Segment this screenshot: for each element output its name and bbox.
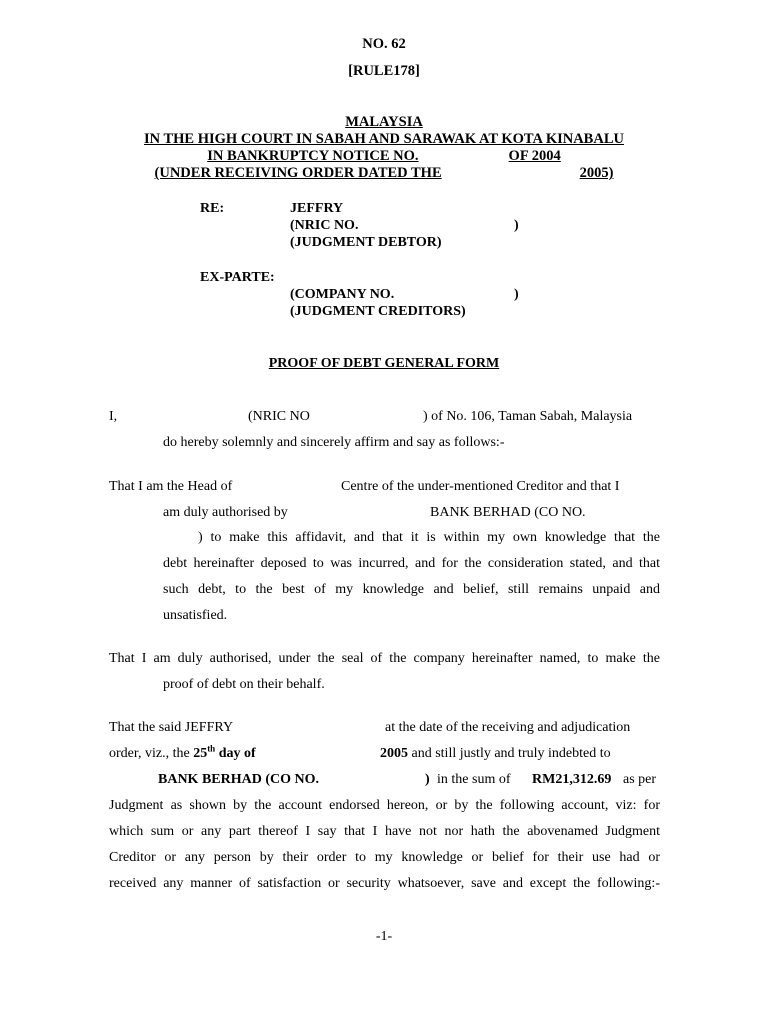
p4-order-viz: order, viz., the — [109, 746, 190, 761]
p2-line5: such debt, to the best of my knowledge and belief, still remains unpaid and — [163, 582, 660, 597]
p1-line2: do hereby solemnly and sincerely affirm and say as follows:- — [163, 435, 505, 450]
page-number: -1- — [375, 929, 393, 944]
p1-i: I, — [109, 409, 118, 424]
p4-line6: Creditor or any person by their order to my knowledge or belief for their use had or — [109, 850, 660, 865]
p4-day: 25th day of — [193, 743, 256, 761]
p3-line2: proof of debt on their behalf. — [163, 677, 325, 692]
p3-line1: That I am duly authorised, under the seal of the company hereinafter named, to make the — [109, 651, 660, 666]
order-year: 2005) — [579, 165, 614, 181]
creditor-role: (JUDGMENT CREDITORS) — [290, 304, 466, 319]
p4-amount: RM21,312.69 — [532, 772, 612, 787]
p1-nric: (NRIC NO — [248, 409, 310, 424]
p4-as-per: as per — [623, 772, 657, 787]
order-label: (UNDER RECEIVING ORDER DATED THE — [154, 165, 442, 181]
creditor-company-no: (COMPANY NO. — [290, 287, 395, 302]
p2-authorised-by: am duly authorised by — [163, 505, 288, 520]
order-line — [0, 165, 768, 182]
debtor-name: JEFFRY — [290, 201, 344, 216]
notice-year: OF 2004 — [508, 148, 561, 164]
re-label: RE: — [200, 201, 225, 216]
p2-centre: Centre of the under-mentioned Creditor and that I — [341, 479, 620, 494]
notice-line — [0, 148, 768, 165]
rule-reference: [RULE178] — [348, 63, 420, 79]
p4-year: 2005 — [380, 746, 408, 761]
p4-bank: BANK BERHAD (CO NO. — [158, 772, 320, 787]
country-heading: MALAYSIA — [345, 114, 423, 130]
debtor-nric-close: ) — [514, 218, 519, 233]
debtor-role: (JUDGMENT DEBTOR) — [290, 235, 442, 250]
p2-line4: debt hereinafter deposed to was incurred, and for the consideration stated, and that — [163, 556, 660, 571]
p4-line7: received any manner of satisfaction or security whatsoever, save and except the following:- — [109, 876, 660, 891]
p2-bank: BANK BERHAD (CO NO. — [430, 505, 586, 520]
p4-year-line — [380, 746, 611, 762]
p4-line5: which sum or any part thereof I say that I have not nor hath the abovenamed Judgment — [109, 824, 660, 839]
p4-said-jeffry: That the said JEFFRY — [109, 720, 234, 735]
p2-line6: unsatisfied. — [163, 608, 228, 623]
p2-head-of: That I am the Head of — [109, 479, 233, 494]
p4-line4: Judgment as shown by the account endorsed hereon, or by the following account, viz: for — [109, 798, 660, 813]
p4-date-receiving: at the date of the receiving and adjudication — [385, 720, 631, 735]
debtor-nric: (NRIC NO. — [290, 218, 359, 233]
p4-indebted: and still justly and truly indebted to — [411, 746, 611, 761]
creditor-company-close: ) — [514, 287, 519, 302]
p4-order-line — [109, 743, 256, 762]
court-heading: IN THE HIGH COURT IN SABAH AND SARAWAK AT KOTA KINABALU — [144, 131, 624, 147]
p2-line3: ) to make this affidavit, and that it is within my own knowledge that the — [198, 530, 660, 545]
ex-parte-label: EX-PARTE: — [200, 270, 275, 285]
notice-label: IN BANKRUPTCY NOTICE NO. — [207, 148, 419, 164]
p4-in-sum: in the sum of — [437, 772, 511, 787]
p1-address: ) of No. 106, Taman Sabah, Malaysia — [423, 409, 633, 424]
p4-bank-close: ) — [425, 772, 430, 787]
form-number: NO. 62 — [362, 36, 406, 52]
form-title: PROOF OF DEBT GENERAL FORM — [268, 356, 500, 371]
